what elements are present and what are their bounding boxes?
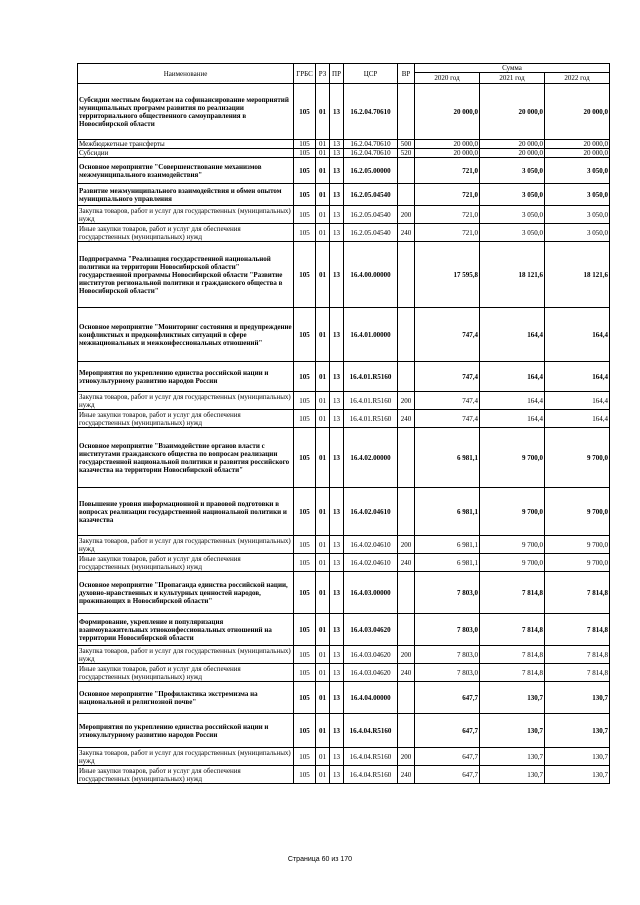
row-pr: 13 — [330, 362, 344, 392]
row-csr: 16.4.01.00000 — [344, 308, 398, 362]
row-value-2020: 647,7 — [415, 682, 480, 714]
row-name: Иные закупки товаров, работ и услуг для обеспечения государственных (муниципальных) нужд — [78, 554, 294, 572]
row-name: Закупка товаров, работ и услуг для государственных (муниципальных) нужд — [78, 646, 294, 664]
row-value-2022: 164,4 — [545, 308, 610, 362]
row-value-2022: 18 121,6 — [545, 242, 610, 308]
row-name: Закупка товаров, работ и услуг для государственных (муниципальных) нужд — [78, 392, 294, 410]
row-rz: 01 — [316, 554, 330, 572]
table-row — [78, 664, 610, 682]
row-rz: 01 — [316, 362, 330, 392]
row-pr: 13 — [330, 206, 344, 224]
row-vr — [398, 488, 415, 536]
row-csr: 16.2.04.70610 — [344, 149, 398, 158]
row-pr: 13 — [330, 614, 344, 646]
row-name: Подпрограмма "Реализация государственной национальной политики на территории Новосибирской области" государственной программы Новосибирской области "Развитие институтов региональной политики и гражданского общества в Новосибирской области" — [78, 242, 294, 308]
row-pr: 13 — [330, 748, 344, 766]
row-value-2020: 647,7 — [415, 766, 480, 784]
row-value-2021: 7 814,8 — [480, 572, 545, 614]
row-value-2022: 20 000,0 — [545, 140, 610, 149]
header-sum: Сумма — [415, 64, 610, 73]
row-rz: 01 — [316, 572, 330, 614]
row-csr: 16.4.03.04620 — [344, 664, 398, 682]
row-grbs: 105 — [294, 554, 316, 572]
row-value-2022: 3 050,0 — [545, 184, 610, 206]
row-vr — [398, 158, 415, 184]
row-pr: 13 — [330, 554, 344, 572]
row-value-2021: 7 814,8 — [480, 614, 545, 646]
table-row — [78, 748, 610, 766]
row-value-2020: 721,0 — [415, 184, 480, 206]
row-pr: 13 — [330, 682, 344, 714]
header-grbs: ГРБС — [294, 64, 316, 84]
header-rz: РЗ — [316, 64, 330, 84]
row-rz: 01 — [316, 664, 330, 682]
row-name: Основное мероприятие "Мониторинг состояния и предупреждение конфликтных и предконфликтных ситуаций в сфере межнациональных и межконфессиональных отношений" — [78, 308, 294, 362]
row-value-2022: 3 050,0 — [545, 224, 610, 242]
row-grbs: 105 — [294, 682, 316, 714]
row-rz: 01 — [316, 536, 330, 554]
row-grbs: 105 — [294, 392, 316, 410]
row-name: Субсидии местным бюджетам на софинансирование мероприятий муниципальных программ развития по реализации территориального общественного самоуправления в Новосибирской области — [78, 84, 294, 140]
row-vr: 520 — [398, 149, 415, 158]
table-body — [78, 84, 610, 784]
row-grbs: 105 — [294, 224, 316, 242]
row-grbs: 105 — [294, 410, 316, 428]
row-name: Субсидии — [78, 149, 294, 158]
row-rz: 01 — [316, 158, 330, 184]
row-csr: 16.4.03.04620 — [344, 646, 398, 664]
row-rz: 01 — [316, 224, 330, 242]
row-value-2022: 7 814,8 — [545, 646, 610, 664]
row-pr: 13 — [330, 766, 344, 784]
row-csr: 16.4.02.04610 — [344, 488, 398, 536]
row-rz: 01 — [316, 614, 330, 646]
row-vr: 200 — [398, 392, 415, 410]
row-vr — [398, 714, 415, 748]
row-vr: 240 — [398, 554, 415, 572]
row-csr: 16.4.01.R5160 — [344, 410, 398, 428]
row-csr: 16.4.00.00000 — [344, 242, 398, 308]
row-vr — [398, 572, 415, 614]
row-vr — [398, 184, 415, 206]
row-rz: 01 — [316, 84, 330, 140]
row-name: Мероприятия по укреплению единства российской нации и этнокультурному развитию народов России — [78, 362, 294, 392]
row-rz: 01 — [316, 748, 330, 766]
row-value-2020: 20 000,0 — [415, 140, 480, 149]
table-row — [78, 766, 610, 784]
row-name: Иные закупки товаров, работ и услуг для обеспечения государственных (муниципальных) нужд — [78, 410, 294, 428]
row-value-2020: 20 000,0 — [415, 84, 480, 140]
row-value-2022: 164,4 — [545, 392, 610, 410]
table-row — [78, 614, 610, 646]
row-pr: 13 — [330, 428, 344, 488]
row-rz: 01 — [316, 242, 330, 308]
row-value-2022: 164,4 — [545, 362, 610, 392]
row-value-2022: 9 700,0 — [545, 536, 610, 554]
table-row — [78, 158, 610, 184]
row-value-2020: 747,4 — [415, 308, 480, 362]
row-value-2022: 130,7 — [545, 748, 610, 766]
row-csr: 16.2.05.04540 — [344, 206, 398, 224]
row-grbs: 105 — [294, 646, 316, 664]
row-name: Основное мероприятие "Взаимодействие органов власти с институтами гражданского общества по вопросам реализации государственной национальной политики и развития российского казачества на территории Новосибирской области" — [78, 428, 294, 488]
row-name: Основное мероприятие "Профилактика экстремизма на национальной и религиозной почве" — [78, 682, 294, 714]
row-vr: 240 — [398, 224, 415, 242]
row-value-2020: 7 803,0 — [415, 614, 480, 646]
row-vr: 240 — [398, 664, 415, 682]
row-value-2021: 7 814,8 — [480, 664, 545, 682]
table-row — [78, 572, 610, 614]
row-name: Закупка товаров, работ и услуг для государственных (муниципальных) нужд — [78, 206, 294, 224]
row-value-2022: 7 814,8 — [545, 664, 610, 682]
row-value-2021: 3 050,0 — [480, 158, 545, 184]
row-pr: 13 — [330, 184, 344, 206]
row-rz: 01 — [316, 428, 330, 488]
row-pr: 13 — [330, 149, 344, 158]
row-value-2021: 130,7 — [480, 766, 545, 784]
row-grbs: 105 — [294, 149, 316, 158]
row-csr: 16.4.01.R5160 — [344, 392, 398, 410]
table-row — [78, 554, 610, 572]
row-grbs: 105 — [294, 714, 316, 748]
table-row — [78, 149, 610, 158]
row-csr: 16.4.03.00000 — [344, 572, 398, 614]
row-pr: 13 — [330, 714, 344, 748]
row-name: Повышение уровня информационной и правовой подготовки в вопросах реализации государственной национальной политики и казачества — [78, 488, 294, 536]
row-grbs: 105 — [294, 184, 316, 206]
row-name: Закупка товаров, работ и услуг для государственных (муниципальных) нужд — [78, 536, 294, 554]
row-value-2020: 6 981,1 — [415, 536, 480, 554]
row-grbs: 105 — [294, 766, 316, 784]
row-vr: 500 — [398, 140, 415, 149]
row-value-2020: 721,0 — [415, 158, 480, 184]
row-rz: 01 — [316, 308, 330, 362]
row-csr: 16.2.05.04540 — [344, 224, 398, 242]
row-pr: 13 — [330, 392, 344, 410]
row-rz: 01 — [316, 184, 330, 206]
row-value-2021: 3 050,0 — [480, 206, 545, 224]
row-csr: 16.4.04.00000 — [344, 682, 398, 714]
row-csr: 16.4.02.04610 — [344, 554, 398, 572]
row-value-2022: 3 050,0 — [545, 206, 610, 224]
row-value-2022: 130,7 — [545, 714, 610, 748]
row-value-2020: 647,7 — [415, 748, 480, 766]
row-value-2021: 9 700,0 — [480, 554, 545, 572]
row-rz: 01 — [316, 682, 330, 714]
row-value-2021: 130,7 — [480, 748, 545, 766]
row-rz: 01 — [316, 646, 330, 664]
row-vr — [398, 428, 415, 488]
row-grbs: 105 — [294, 242, 316, 308]
row-value-2022: 9 700,0 — [545, 554, 610, 572]
table-row — [78, 140, 610, 149]
table-row — [78, 682, 610, 714]
table-row — [78, 308, 610, 362]
row-value-2022: 7 814,8 — [545, 572, 610, 614]
row-vr — [398, 682, 415, 714]
row-rz: 01 — [316, 766, 330, 784]
row-pr: 13 — [330, 242, 344, 308]
header-pr: ПР — [330, 64, 344, 84]
row-vr: 200 — [398, 748, 415, 766]
row-pr: 13 — [330, 536, 344, 554]
row-value-2021: 3 050,0 — [480, 184, 545, 206]
row-value-2020: 7 803,0 — [415, 646, 480, 664]
row-value-2020: 747,4 — [415, 362, 480, 392]
row-pr: 13 — [330, 488, 344, 536]
table-row — [78, 646, 610, 664]
header-csr: ЦСР — [344, 64, 398, 84]
table-row — [78, 488, 610, 536]
row-grbs: 105 — [294, 536, 316, 554]
table-row — [78, 536, 610, 554]
row-csr: 16.4.04.R5160 — [344, 766, 398, 784]
row-name: Формирование, укрепление и популяризация взаимоуважительных этноконфессиональных отношений на территории Новосибирской области — [78, 614, 294, 646]
row-grbs: 105 — [294, 308, 316, 362]
row-value-2022: 9 700,0 — [545, 488, 610, 536]
row-value-2021: 130,7 — [480, 714, 545, 748]
table-row — [78, 184, 610, 206]
row-value-2020: 6 981,1 — [415, 554, 480, 572]
row-name: Основное мероприятие "Совершенствование механизмов межмуниципального взаимодействия" — [78, 158, 294, 184]
table-row — [78, 84, 610, 140]
table-row — [78, 392, 610, 410]
row-value-2022: 3 050,0 — [545, 158, 610, 184]
row-value-2020: 6 981,1 — [415, 428, 480, 488]
row-name: Иные закупки товаров, работ и услуг для обеспечения государственных (муниципальных) нужд — [78, 224, 294, 242]
row-name: Иные закупки товаров, работ и услуг для обеспечения государственных (муниципальных) нужд — [78, 766, 294, 784]
row-vr: 200 — [398, 536, 415, 554]
row-vr — [398, 308, 415, 362]
row-value-2020: 7 803,0 — [415, 664, 480, 682]
row-pr: 13 — [330, 572, 344, 614]
row-value-2022: 20 000,0 — [545, 149, 610, 158]
row-value-2020: 7 803,0 — [415, 572, 480, 614]
row-name: Межбюджетные трансферты — [78, 140, 294, 149]
row-csr: 16.4.03.04620 — [344, 614, 398, 646]
row-vr — [398, 614, 415, 646]
row-value-2021: 3 050,0 — [480, 224, 545, 242]
row-value-2020: 647,7 — [415, 714, 480, 748]
row-grbs: 105 — [294, 362, 316, 392]
header-year-2020: 2020 год — [415, 73, 480, 84]
row-csr: 16.4.04.R5160 — [344, 748, 398, 766]
table-row — [78, 714, 610, 748]
row-grbs: 105 — [294, 614, 316, 646]
page-number: Страница 60 из 170 — [287, 856, 353, 863]
row-rz: 01 — [316, 488, 330, 536]
row-grbs: 105 — [294, 84, 316, 140]
row-grbs: 105 — [294, 488, 316, 536]
row-vr: 200 — [398, 206, 415, 224]
row-value-2020: 747,4 — [415, 410, 480, 428]
row-pr: 13 — [330, 224, 344, 242]
row-value-2021: 9 700,0 — [480, 488, 545, 536]
row-csr: 16.4.01.R5160 — [344, 362, 398, 392]
row-value-2020: 721,0 — [415, 206, 480, 224]
row-pr: 13 — [330, 308, 344, 362]
row-grbs: 105 — [294, 428, 316, 488]
row-name: Основное мероприятие "Пропаганда единства российской нации, духовно-нравственных и культурных ценностей народов, проживающих в Новосибирской области" — [78, 572, 294, 614]
row-grbs: 105 — [294, 206, 316, 224]
row-grbs: 105 — [294, 664, 316, 682]
row-pr: 13 — [330, 664, 344, 682]
row-value-2021: 20 000,0 — [480, 84, 545, 140]
row-value-2022: 9 700,0 — [545, 428, 610, 488]
row-pr: 13 — [330, 410, 344, 428]
row-csr: 16.2.04.70610 — [344, 84, 398, 140]
row-value-2022: 20 000,0 — [545, 84, 610, 140]
row-value-2021: 164,4 — [480, 308, 545, 362]
row-value-2022: 130,7 — [545, 766, 610, 784]
table-row — [78, 428, 610, 488]
row-rz: 01 — [316, 206, 330, 224]
row-value-2022: 130,7 — [545, 682, 610, 714]
row-value-2020: 6 981,1 — [415, 488, 480, 536]
table-row — [78, 224, 610, 242]
row-rz: 01 — [316, 410, 330, 428]
row-value-2020: 17 595,8 — [415, 242, 480, 308]
row-value-2020: 20 000,0 — [415, 149, 480, 158]
row-vr — [398, 84, 415, 140]
budget-table — [77, 63, 610, 784]
row-vr — [398, 362, 415, 392]
row-name: Мероприятия по укреплению единства российской нации и этнокультурному развитию народов России — [78, 714, 294, 748]
row-value-2021: 20 000,0 — [480, 149, 545, 158]
row-name: Закупка товаров, работ и услуг для государственных (муниципальных) нужд — [78, 748, 294, 766]
row-value-2021: 130,7 — [480, 682, 545, 714]
row-csr: 16.2.05.00000 — [344, 158, 398, 184]
row-vr: 240 — [398, 410, 415, 428]
table-row — [78, 410, 610, 428]
row-rz: 01 — [316, 392, 330, 410]
row-csr: 16.4.02.04610 — [344, 536, 398, 554]
row-pr: 13 — [330, 140, 344, 149]
row-rz: 01 — [316, 140, 330, 149]
row-vr: 200 — [398, 646, 415, 664]
row-vr: 240 — [398, 766, 415, 784]
row-grbs: 105 — [294, 572, 316, 614]
row-grbs: 105 — [294, 158, 316, 184]
row-vr — [398, 242, 415, 308]
row-csr: 16.4.04.R5160 — [344, 714, 398, 748]
row-value-2020: 747,4 — [415, 392, 480, 410]
row-value-2021: 9 700,0 — [480, 536, 545, 554]
row-csr: 16.2.05.04540 — [344, 184, 398, 206]
row-name: Развитие межмуниципального взаимодействия и обмен опытом муниципального управления — [78, 184, 294, 206]
row-value-2021: 20 000,0 — [480, 140, 545, 149]
row-value-2021: 164,4 — [480, 392, 545, 410]
header-year-2021: 2021 год — [480, 73, 545, 84]
row-name: Иные закупки товаров, работ и услуг для обеспечения государственных (муниципальных) нужд — [78, 664, 294, 682]
header-vr: ВР — [398, 64, 415, 84]
row-value-2022: 7 814,8 — [545, 614, 610, 646]
row-grbs: 105 — [294, 140, 316, 149]
row-value-2020: 721,0 — [415, 224, 480, 242]
header-name: Наименование — [78, 64, 294, 84]
row-pr: 13 — [330, 158, 344, 184]
row-value-2022: 164,4 — [545, 410, 610, 428]
row-csr: 16.4.02.00000 — [344, 428, 398, 488]
table-row — [78, 206, 610, 224]
row-pr: 13 — [330, 646, 344, 664]
row-pr: 13 — [330, 84, 344, 140]
row-rz: 01 — [316, 149, 330, 158]
table-row — [78, 242, 610, 308]
table-row — [78, 362, 610, 392]
row-rz: 01 — [316, 714, 330, 748]
row-value-2021: 164,4 — [480, 362, 545, 392]
row-csr: 16.2.04.70610 — [344, 140, 398, 149]
row-value-2021: 7 814,8 — [480, 646, 545, 664]
row-grbs: 105 — [294, 748, 316, 766]
row-value-2021: 9 700,0 — [480, 428, 545, 488]
header-year-2022: 2022 год — [545, 73, 610, 84]
row-value-2021: 164,4 — [480, 410, 545, 428]
row-value-2021: 18 121,6 — [480, 242, 545, 308]
